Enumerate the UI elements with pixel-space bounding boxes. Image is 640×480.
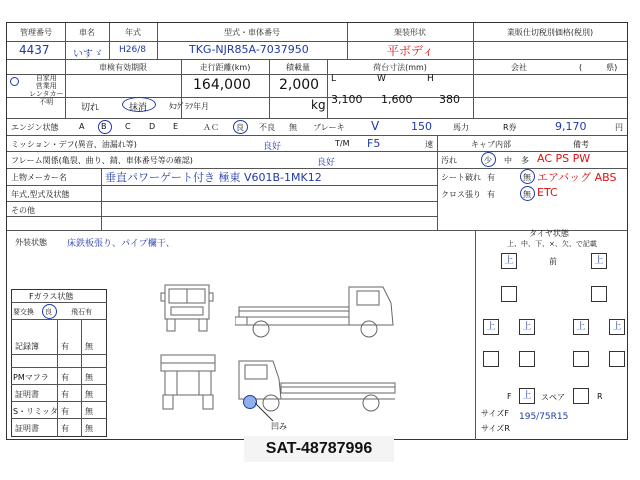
use-type-options [29,74,64,106]
exterior-value: 床鉄板張り、パイプ欄干、 [67,239,175,249]
dim-value-h: 380 [439,93,460,106]
tire-box [501,286,517,302]
doc-no: 無 [85,373,93,382]
use-option: 自家用 [35,74,57,82]
grid-line [57,319,58,437]
grid-line [81,319,82,437]
doc-no: 無 [85,424,93,433]
doc-label: 証明書 [15,424,39,433]
grid-line [101,168,102,230]
year-model-label: 年式,型式及状態 [11,190,70,199]
odometer-label: 走行距離(km) [199,63,251,72]
dirt-label: 汚れ [441,156,457,165]
use-option: 不明 [39,98,54,106]
ac-option: 不良 [259,123,275,132]
grid-line [11,319,107,320]
r-ticket-unit: 円 [615,123,623,132]
header-label: 架装形状 [394,28,426,37]
grid-line [7,135,627,136]
grid-line [11,367,107,368]
horsepower: 150 [411,120,432,133]
doc-yes: 有 [61,390,69,399]
dim-label-w: W [377,74,386,84]
prefecture-label: ( 県) [579,63,618,72]
grid-line [11,401,107,402]
header-label: 管理番号 [20,28,52,37]
management-number: 4437 [19,43,50,57]
engine-grade: C [125,122,131,131]
grid-line [475,230,476,440]
mission-value: 良好 [263,142,282,152]
frame-label: フレーム関係(亀裂、曲り、錆、車体番号等の確認) [11,156,193,165]
use-type-marker [10,77,19,86]
tire-legend: 上、中、下、×、欠、で記載 [507,240,597,248]
brake-value: V [371,119,380,133]
spare-f-box: 上 [519,388,535,404]
ac-option: 無 [289,123,297,132]
grid-line [11,302,107,303]
remarks-equipment: AC PS PW [537,152,591,165]
header-label: 車名 [79,28,95,37]
grid-line [7,201,437,202]
auction-sheet [6,22,628,440]
speed-unit: 速 [425,140,433,149]
inspection-value: 切れ [81,103,100,113]
cab-label: キャブ内部 [471,140,511,149]
grid-line [11,418,107,419]
cloth-label: クロス張り [441,190,481,199]
inspection-label: 車検有効期限 [99,63,147,72]
engine-grade: D [149,122,156,131]
grid-line [11,384,107,385]
header-label: 年式 [125,28,141,37]
capacity-label: 積載量 [286,63,310,72]
doc-no: 無 [85,390,93,399]
doc-no: 無 [85,407,93,416]
grid-line [7,151,627,152]
doc-yes: 有 [61,373,69,382]
mission-label: ミッション・デフ(異音、油漏れ等) [11,140,137,149]
front-label: 前 [549,257,557,266]
spare-r-box [573,388,589,404]
use-option: 営業用 [35,82,57,90]
company-label: 会社 [511,63,527,72]
exterior-label: 外装状態 [15,238,47,247]
engine-label: エンジン状態 [11,123,59,132]
seat-label: シート破れ [441,173,481,182]
truck-front-view [157,277,217,337]
header-label: 型式・車体番号 [224,28,280,37]
dim-value-w: 1,600 [381,93,413,106]
doc-label: 記録簿 [15,342,39,351]
size-f-value: 195/75R15 [519,412,569,422]
doc-yes: 有 [61,342,69,351]
tire-title: タイヤ状態 [529,229,569,238]
other-label: その他 [11,206,35,215]
doc-yes: 有 [61,407,69,416]
model-chassis-number: TKG-NJR85A-7037950 [189,43,309,56]
seat-option: 有 [487,173,495,182]
model-year: H26/8 [119,45,146,55]
tire-box [519,351,535,367]
truck-rear-view [157,351,219,413]
dent-label: 凹み [271,422,287,431]
frame-value: 良好 [317,158,336,168]
tire-front-left: 上 [501,253,517,269]
dim-value-l: 3,100 [331,93,363,106]
ac-option: 良 [236,123,244,132]
tire-box [609,351,625,367]
grid-line [7,74,627,75]
truck-left-side-view [235,281,400,343]
r-ticket-value: 9,170 [555,120,587,133]
size-r-label: サイズR [481,424,510,433]
grid-line [7,41,627,42]
doc-yes: 有 [61,424,69,433]
tm-value: F5 [367,137,381,150]
glass-option: 要交換 [13,308,34,316]
grid-line [437,135,438,230]
spare-r-label: R [597,392,603,401]
use-option: レンタカー [29,90,64,98]
dim-label-l: L [331,74,337,84]
spare-label: スペア [541,393,565,402]
engine-grade: A [79,122,85,131]
dirt-option: 多 [521,156,529,165]
grid-line [7,216,437,217]
tacho-note: ﾀｺｸﾞﾗﾌ年月 [169,102,209,111]
hp-unit: 馬力 [453,123,469,132]
seat-option: 無 [523,173,531,182]
tire-front-right: 上 [591,253,607,269]
r-ticket-label: R券 [503,123,517,132]
remarks-etc: ETC [537,186,558,199]
doc-label: 証明書 [15,390,39,399]
dim-label-h: H [427,74,434,84]
tire-box [591,286,607,302]
odometer-value: 164,000 [193,77,251,93]
cloth-option: 有 [487,190,495,199]
grid-line [7,185,437,186]
capacity-unit: kg [311,98,326,112]
tire-rear-outer-right: 上 [609,319,625,335]
tire-box [483,351,499,367]
dirt-option: 中 [504,156,512,165]
doc-no: 無 [85,342,93,351]
dirt-option: 少 [484,156,492,165]
tire-rear-inner-left: 上 [519,319,535,335]
bed-dimension-label: 荷台寸法(mm) [373,63,427,72]
tire-box [573,351,589,367]
capacity-value: 2,000 [279,77,320,93]
glass-title: Fガラス状態 [29,292,74,301]
spare-f-label: F [507,392,512,401]
engine-grade: B [101,122,107,131]
tire-rear-outer-left: 上 [483,319,499,335]
upper-maker-value: 垂直パワーゲート付き 極東 V601B-1MK12 [105,171,322,184]
brake-label: ブレーキ [313,123,345,132]
cloth-option: 無 [523,190,531,199]
body-type: 平ボディ [387,44,435,58]
remarks-safety: エアバッグ ABS [537,171,617,184]
sheet-id: SAT-48787996 [244,436,394,462]
glass-option: 飛石有 [71,308,92,316]
glass-option: 良 [45,308,52,316]
grid-line [11,354,107,355]
grid-line [7,118,627,119]
doc-label: PMマフラ [13,373,49,382]
tm-label: T/M [335,139,350,148]
header-label: 業販仕切税別価格(税別) [506,28,594,37]
engine-grade: E [173,122,179,131]
remarks-label: 備考 [573,140,589,149]
maker-name: いすゞ [73,49,103,60]
upper-maker-label: 上物メーカー名 [11,173,67,182]
size-f-label: サイズF [481,409,509,418]
doc-label: S・リミッタ [13,407,58,416]
tire-rear-inner-right: 上 [573,319,589,335]
inspection-status: 抹消 [129,103,148,113]
ac-label: ＡＣ [203,123,219,132]
